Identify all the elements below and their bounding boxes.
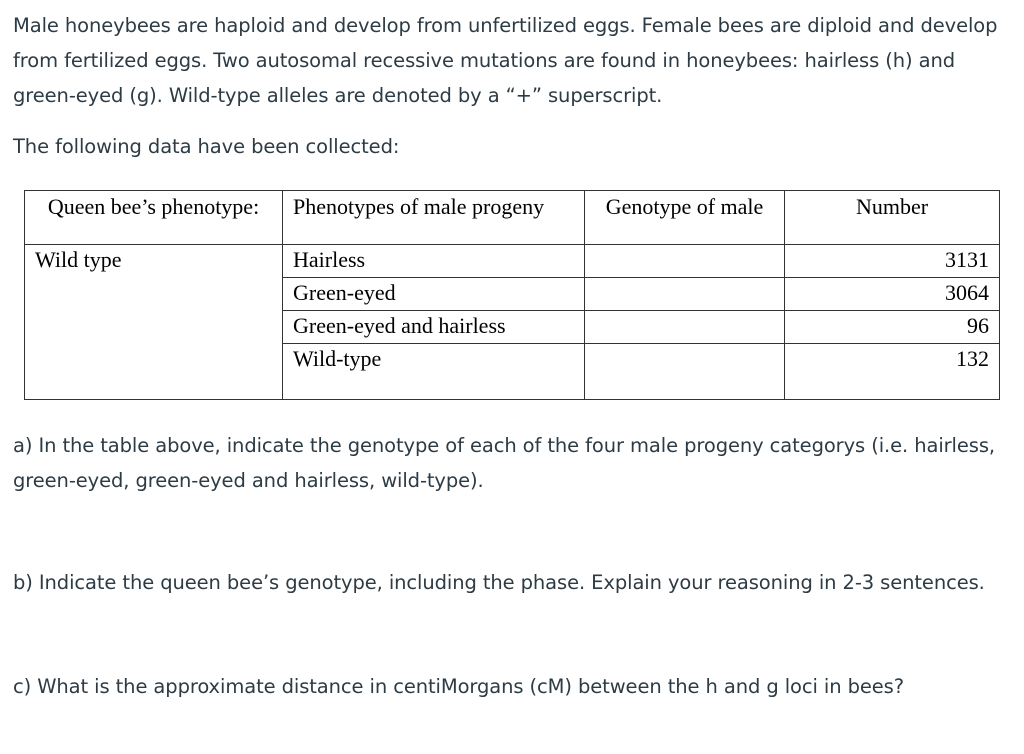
genotype-cell[interactable] bbox=[585, 344, 785, 400]
genotype-cell[interactable] bbox=[585, 278, 785, 311]
phenotype-cell: Wild-type bbox=[283, 344, 585, 400]
question-a: a) In the table above, indicate the genotype of each of the four male progeny categorys (i.e. hairless, green-eyed, green-eyed and hairless, wild-type). bbox=[13, 434, 995, 492]
header-number: Number bbox=[785, 191, 1000, 245]
question-b: b) Indicate the queen bee’s genotype, including the phase. Explain your reasoning in 2-3 sentences. bbox=[13, 571, 985, 594]
number-cell: 3131 bbox=[785, 245, 1000, 278]
data-intro-text: The following data have been collected: bbox=[13, 135, 400, 158]
table-row bbox=[25, 245, 1000, 278]
genotype-cell[interactable] bbox=[585, 311, 785, 344]
progeny-data-table bbox=[24, 190, 1000, 400]
question-c: c) What is the approximate distance in centiMorgans (cM) between the h and g loci in bees? bbox=[13, 675, 904, 698]
table-header-row bbox=[25, 191, 1000, 245]
queen-phenotype-cell: Wild type bbox=[25, 245, 283, 400]
phenotype-cell: Green-eyed and hairless bbox=[283, 311, 585, 344]
number-cell: 96 bbox=[785, 311, 1000, 344]
number-cell: 132 bbox=[785, 344, 1000, 400]
header-male-genotype: Genotype of male bbox=[585, 191, 785, 245]
number-cell: 3064 bbox=[785, 278, 1000, 311]
phenotype-cell: Hairless bbox=[283, 245, 585, 278]
header-male-phenotypes: Phenotypes of male progeny bbox=[283, 191, 585, 245]
genotype-cell[interactable] bbox=[585, 245, 785, 278]
intro-paragraph: Male honeybees are haploid and develop from unfertilized eggs. Female bees are diploid and develop from fertilized eggs. Two autosomal recessive mutations are found in honeybees: hairless (h) and green-eyed (g). Wild-type alleles are denoted by a “+” superscript. bbox=[13, 14, 998, 107]
phenotype-cell: Green-eyed bbox=[283, 278, 585, 311]
header-queen-phenotype: Queen bee’s phenotype: bbox=[25, 191, 283, 245]
